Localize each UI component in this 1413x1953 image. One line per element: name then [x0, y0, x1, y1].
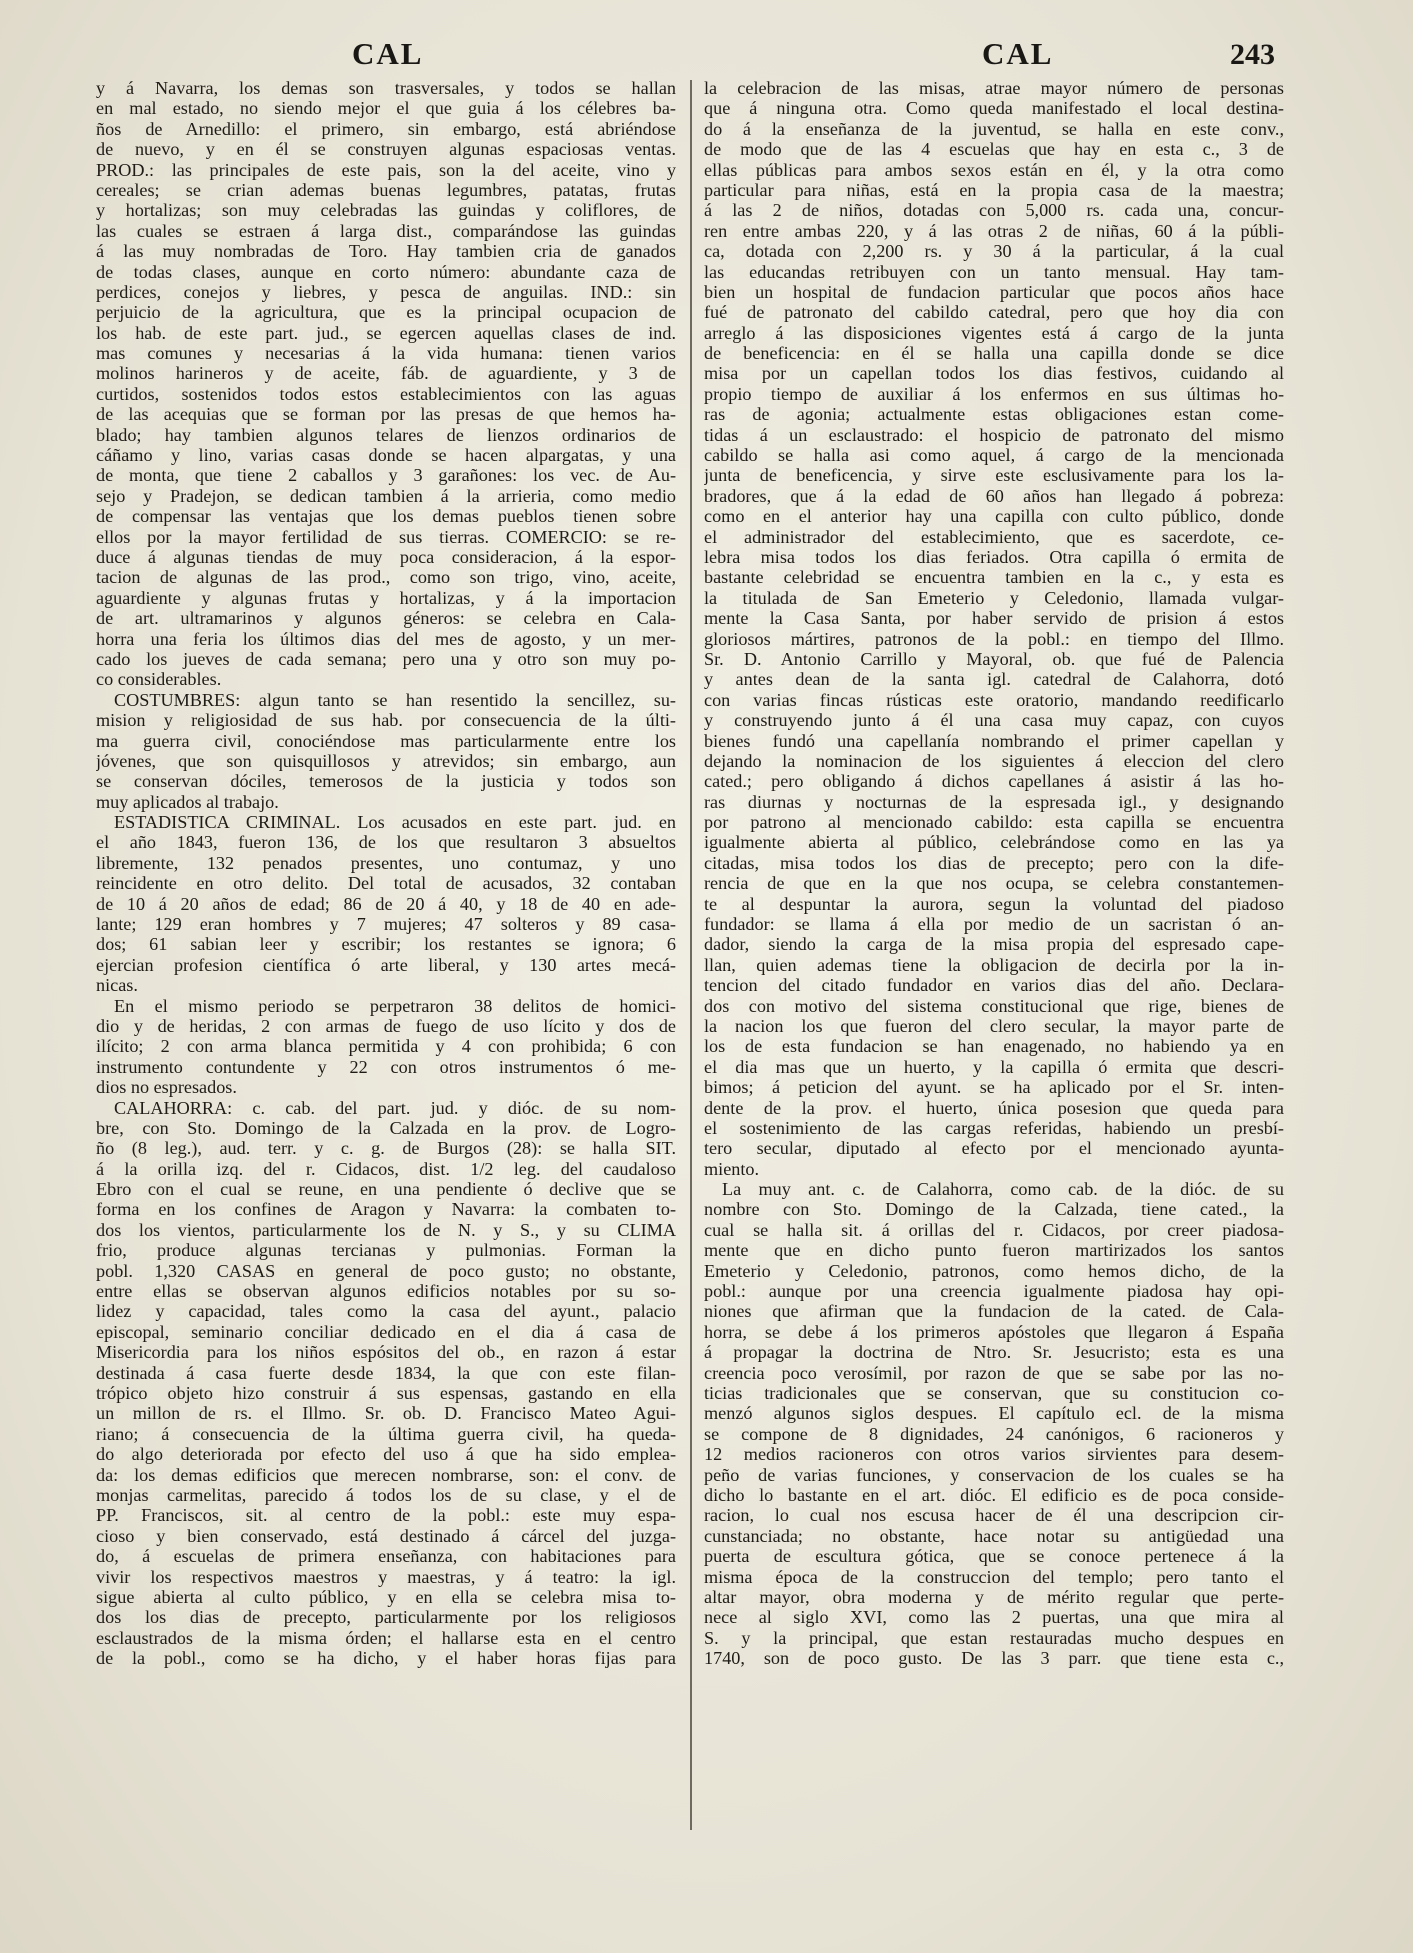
- text-line: dos con motivo del sistema constitucional que rige, bienes de: [704, 995, 1284, 1016]
- text-line: ras de agonia; actualmente estas obligaciones estan come-: [704, 404, 1284, 425]
- text-line: los de esta fundacion se han enagenado, no habiendo ya en: [704, 1036, 1284, 1057]
- text-line: el dia mas que un huerto, y la capilla ó ermita que descri-: [704, 1056, 1284, 1077]
- running-header-right: CAL: [982, 36, 1054, 71]
- text-line: dicho lo bastante en el art. dióc. El edificio es de poca conside-: [704, 1484, 1284, 1505]
- text-line: muy aplicados al trabajo.: [96, 791, 279, 812]
- text-line: COSTUMBRES: algun tanto se han resentido la sencillez, su-: [114, 689, 676, 710]
- text-line: curtidos, sostenidos todos estos establecimientos con las aguas: [96, 383, 676, 404]
- text-line: sigue abierta al culto público, y en ella se celebra misa to-: [96, 1586, 676, 1607]
- text-line: llan, quien ademas tiene la obligacion de decirla por la in-: [704, 954, 1284, 975]
- text-line: se conservan dóciles, temerosos de la justicia y todos son: [96, 771, 676, 792]
- text-line: á las 2 de niños, dotadas con 5,000 rs. cada una, concur-: [704, 200, 1284, 221]
- text-line: á propagar la doctrina de Ntro. Sr. Jesucristo; esta es una: [704, 1342, 1284, 1363]
- text-line: do á la enseñanza de la juventud, se halla en este conv.,: [704, 118, 1284, 139]
- text-line: 12 medios racioneros con otros varios sirvientes para desem-: [704, 1444, 1284, 1465]
- text-line: CALAHORRA: c. cab. del part. jud. y dióc. de su nom-: [114, 1097, 676, 1118]
- text-line: dio y de heridas, 2 con armas de fuego de uso lícito y dos de: [96, 1015, 676, 1036]
- text-line: que á ninguna otra. Como queda manifestado el local destina-: [704, 98, 1284, 119]
- text-line: jóvenes, que son quisquillosos y atrevidos; sin embargo, aun: [96, 750, 676, 771]
- text-line: citadas, misa todos los dias de precepto; pero con la dife-: [704, 852, 1284, 873]
- text-line: á las muy nombradas de Toro. Hay tambien cria de ganados: [96, 241, 676, 262]
- text-line: ras diurnas y nocturnas de la espresada igl., y designando: [704, 791, 1284, 812]
- text-line: peño de varias funciones, y conservacion de los cuales se ha: [704, 1464, 1284, 1485]
- text-line: ma guerra civil, conociéndose mas particularmente entre los: [96, 730, 676, 751]
- text-line: bastante celebridad se encuentra tambien en la c., y esta es: [704, 567, 1284, 588]
- text-line: nicas.: [96, 975, 138, 996]
- text-line: de monta, que tiene 2 caballos y 3 garañones: los vec. de Au-: [96, 465, 676, 486]
- text-line: horra una feria los últimos dias del mes de agosto, y un mer-: [96, 628, 676, 649]
- text-line: 1740, son de poco gusto. De las 3 parr. que tiene esta c.,: [704, 1648, 1284, 1669]
- text-line: ellos por la mayor fertilidad de sus tierras. COMERCIO: se re-: [96, 526, 676, 547]
- text-line: do algo deteriorada por efecto del uso á que ha sido emplea-: [96, 1444, 676, 1465]
- text-line: PP. Franciscos, sit. al centro de la pobl.: este muy espa-: [96, 1505, 676, 1526]
- text-line: pobl. 1,320 CASAS en general de poco gusto; no obstante,: [96, 1260, 676, 1281]
- text-line: propio tiempo de auxiliar á los enfermos en sus últimas ho-: [704, 383, 1284, 404]
- text-line: horra, se debe á los primeros apóstoles que llegaron á España: [704, 1321, 1284, 1342]
- text-line: miento.: [704, 1158, 760, 1179]
- text-line: tidas á un esclaustrado: el hospicio de patronato del mismo: [704, 424, 1284, 445]
- text-line: frio, produce algunas tercianas y pulmonias. Forman la: [96, 1240, 676, 1261]
- text-line: monjas carmelitas, parecido á todos los de su clase, y el de: [96, 1484, 676, 1505]
- text-line: gloriosos mártires, patronos de la pobl.: en tiempo del Illmo.: [704, 628, 1284, 649]
- text-line: dios no espresados.: [96, 1077, 237, 1098]
- text-line: fundador: se llama á ella por medio de un sacristan ó an-: [704, 914, 1284, 935]
- text-line: de nuevo, y en él se construyen algunas espaciosas ventas.: [96, 139, 676, 160]
- text-line: dos los vientos, particularmente los de N. y S., y su CLIMA: [96, 1219, 676, 1240]
- text-line: molinos harineros y de aceite, fáb. de aguardiente, y 3 de: [96, 363, 676, 384]
- text-line: se compone de 8 dignidades, 24 canónigos, 6 racioneros y: [704, 1423, 1284, 1444]
- text-line: las cuales se estraen á larga dist., comparándose las guindas: [96, 220, 676, 241]
- text-line: igualmente abierta al público, celebrándose como en las ya: [704, 832, 1284, 853]
- text-line: dador, siendo la carga de la misa propia del espresado cape-: [704, 934, 1284, 955]
- text-line: ños de Arnedillo: el primero, sin embargo, está abriéndose: [96, 118, 676, 139]
- text-line: dos; 61 sabian leer y escribir; los restantes se ignora; 6: [96, 934, 676, 955]
- text-line: bimos; á peticion del ayunt. se ha aplicado por el Sr. inten-: [704, 1077, 1284, 1098]
- text-line: y á Navarra, los demas son trasversales, y todos se hallan: [96, 78, 676, 98]
- text-line: tacion de algunas de las prod., como son trigo, vino, aceite,: [96, 567, 676, 588]
- text-line: bien un hospital de fundacion particular que pocos años hace: [704, 281, 1284, 302]
- text-line: pobl.: aunque por una creencia igualmente piadosa hay opi-: [704, 1281, 1284, 1302]
- text-line: destinada á casa fuerte desde 1834, la que con este filan-: [96, 1362, 676, 1383]
- text-line: niones que afirman que la fundacion de la cated. de Cala-: [704, 1301, 1284, 1322]
- text-line: perjuicio de la agricultura, que es la principal ocupacion de: [96, 302, 676, 323]
- text-line: creencia poco verosímil, por razon de que se sabe por las no-: [704, 1362, 1284, 1383]
- text-line: particular para niñas, está en la propia casa de la maestra;: [704, 179, 1284, 200]
- text-line: cabildo se halla asi como aquel, á cargo de la mencionada: [704, 445, 1284, 466]
- text-line: mente la Casa Santa, por haber servido de prision á estos: [704, 608, 1284, 629]
- text-line: con varias fincas rústicas este oratorio, mandando reedificarlo: [704, 689, 1284, 710]
- text-line: y construyendo junto á él una casa muy capaz, con cuyos: [704, 710, 1284, 731]
- text-line: por patrono al mencionado cabildo: esta capilla se encuentra: [704, 812, 1284, 833]
- text-line: lebra misa todos los dias feriados. Otra capilla ó ermita de: [704, 546, 1284, 567]
- text-line: sejo y Pradejon, se dedican tambien á la arrieria, como medio: [96, 485, 676, 506]
- text-line: ño (8 leg.), aud. terr. y c. g. de Burgos (28): se halla SIT.: [96, 1138, 676, 1159]
- text-line: mente que en dicho punto fueron martirizados los santos: [704, 1240, 1284, 1261]
- text-line: misma época de la construccion del templo; pero tanto el: [704, 1566, 1284, 1587]
- text-line: episcopal, seminario conciliar dedicado en el dia á casa de: [96, 1321, 676, 1342]
- text-line: instrumento contundente y 22 con otros instrumentos ó me-: [96, 1056, 676, 1077]
- text-line: el sostenimiento de las cargas referidas, habiendo un presbí-: [704, 1117, 1284, 1138]
- text-line: riano; á consecuencia de la última guerra civil, ha queda-: [96, 1423, 676, 1444]
- text-line: cereales; se crian ademas buenas legumbres, patatas, frutas: [96, 179, 676, 200]
- text-line: lidez y capacidad, tales como la casa del ayunt., palacio: [96, 1301, 676, 1322]
- text-line: de beneficencia: en él se halla una capilla donde se dice: [704, 343, 1284, 364]
- text-line: duce á algunas tiendas de muy poca consideracion, á la espor-: [96, 546, 676, 567]
- text-line: Misericordia para los niños espósitos del ob., en razon á estar: [96, 1342, 676, 1363]
- text-line: S. y la principal, que estan restauradas mucho despues en: [704, 1627, 1284, 1648]
- text-line: co considerables.: [96, 669, 222, 690]
- text-line: cado los jueves de cada semana; pero una y otro son muy po-: [96, 648, 676, 669]
- text-line: esclaustrados de la misma órden; el hallarse esta en el centro: [96, 1627, 676, 1648]
- text-line: en mal estado, no siendo mejor el que guia á los célebres ba-: [96, 98, 676, 119]
- text-line: ca, dotada con 2,200 rs. y 30 á la particular, á la cual: [704, 241, 1284, 262]
- text-line: mision y religiosidad de sus hab. por consecuencia de la últi-: [96, 710, 676, 731]
- text-line: bradores, que á la edad de 60 años han llegado á pobreza:: [704, 485, 1284, 506]
- text-line: da: los demas edificios que merecen nombrarse, son: el conv. de: [96, 1464, 676, 1485]
- text-line: el administrador del establecimiento, que es sacerdote, ce-: [704, 526, 1284, 547]
- text-line: la titulada de San Emeterio y Celedonio, llamada vulgar-: [704, 587, 1284, 608]
- text-line: ren entre ambas 220, y á las otras 2 de niñas, 60 á la públi-: [704, 220, 1284, 241]
- text-line: ticias tradicionales que se conservan, que su constitucion co-: [704, 1383, 1284, 1403]
- running-header-left: CAL: [352, 36, 424, 71]
- text-line: un millon de rs. el Illmo. Sr. ob. D. Francisco Mateo Agui-: [96, 1403, 676, 1424]
- text-line: PROD.: las principales de este pais, son la del aceite, vino y: [96, 159, 676, 180]
- text-line: libremente, 132 penados presentes, uno contumaz, y uno: [96, 852, 676, 873]
- text-line: perdices, conejos y liebres, y pesca de anguilas. IND.: sin: [96, 281, 676, 302]
- text-line: aguardiente y algunas frutas y hortalizas, y á la importacion: [96, 587, 676, 608]
- text-line: puerta de escultura gótica, que se conoce pertenece á la: [704, 1546, 1284, 1567]
- text-line: vivir los respectivos maestros y maestras, y á teatro: la igl.: [96, 1566, 676, 1587]
- text-line: tencion del citado fundador en varios dias del año. Declara-: [704, 975, 1284, 996]
- text-line: á la orilla izq. del r. Cidacos, dist. 1/2 leg. del caudaloso: [96, 1158, 676, 1179]
- text-line: cual se halla sit. á orillas del r. Cidacos, por creer piadosa-: [704, 1219, 1284, 1240]
- text-line: tero secular, diputado al efecto por el mencionado ayunta-: [704, 1138, 1284, 1159]
- text-line: rencia de que en la que nos ocupa, se celebra constantemen-: [704, 873, 1284, 894]
- text-line: dos los dias de precepto, particularmente por los religiosos: [96, 1607, 676, 1628]
- text-line: los hab. de este part. jud., se egercen aquellas clases de ind.: [96, 322, 676, 343]
- text-line: de las acequias que se forman por las presas de que hemos ha-: [96, 404, 676, 425]
- text-line: de compensar las ventajas que los demas pueblos tienen sobre: [96, 506, 676, 527]
- text-line: y hortalizas; son muy celebradas las guindas y coliflores, de: [96, 200, 676, 221]
- text-line: racion, lo cual nos escusa hacer de él una descripcion cir-: [704, 1505, 1284, 1526]
- column-divider: [690, 80, 692, 1830]
- text-line: entre ellas se observan algunos edificios notables por su so-: [96, 1281, 676, 1302]
- text-line: la nacion los que fueron del clero secular, la mayor parte de: [704, 1015, 1284, 1036]
- text-line: La muy ant. c. de Calahorra, como cab. de la dióc. de su: [722, 1179, 1284, 1200]
- text-line: trópico objeto hizo construir á sus espensas, gastando en ella: [96, 1383, 676, 1403]
- text-line: las educandas retribuyen con un tanto mensual. Hay tam-: [704, 261, 1284, 282]
- text-line: cunstanciada; no obstante, hace notar su antigüedad una: [704, 1525, 1284, 1546]
- text-line: Emeterio y Celedonio, patronos, como hemos dicho, de la: [704, 1260, 1284, 1281]
- text-line: ellas públicas para ambos sexos están en él, y la otra como: [704, 159, 1284, 180]
- text-line: cáñamo y lino, varias casas donde se hacen alpargatas, y una: [96, 445, 676, 466]
- text-line: dejando la nominacion de los siguientes á eleccion del clero: [704, 750, 1284, 771]
- text-line: ilícito; 2 con arma blanca permitida y 4 con prohibida; 6 con: [96, 1036, 676, 1057]
- text-line: do, á escuelas de primera enseñanza, con habitaciones para: [96, 1546, 676, 1567]
- text-line: la celebracion de las misas, atrae mayor número de personas: [704, 78, 1284, 98]
- right-text-column: [704, 78, 1284, 1933]
- text-line: Ebro con el cual se reune, en una pendiente ó declive que se: [96, 1179, 676, 1200]
- text-line: el año 1843, fueron 136, de los que resultaron 3 absueltos: [96, 832, 676, 853]
- text-line: En el mismo periodo se perpetraron 38 delitos de homici-: [114, 995, 676, 1016]
- text-line: como en el anterior hay una capilla con culto público, donde: [704, 506, 1284, 527]
- text-line: de art. ultramarinos y algunos géneros: se celebra en Cala-: [96, 608, 676, 629]
- text-line: blado; hay tambien algunos telares de lienzos ordinarios de: [96, 424, 676, 445]
- text-line: cated.; pero obligando á dichos capellanes á asistir á las ho-: [704, 771, 1284, 792]
- text-line: fué de patronato del cabildo catedral, pero que hoy dia con: [704, 302, 1284, 323]
- text-line: bienes fundó una capellanía nombrando el primer capellan y: [704, 730, 1284, 751]
- text-line: nece al siglo XVI, como las 2 puertas, una que mira al: [704, 1607, 1284, 1628]
- text-line: misa por un capellan todos los dias festivos, cuidando al: [704, 363, 1284, 384]
- left-text-column: [96, 78, 676, 1933]
- text-line: de todas clases, aunque en corto número: abundante caza de: [96, 261, 676, 282]
- text-line: arreglo á las disposiciones vigentes está á cargo de la junta: [704, 322, 1284, 343]
- text-line: cioso y bien conservado, está destinado á cárcel del juzga-: [96, 1525, 676, 1546]
- text-line: mas comunes y necesarias á la vida humana: tienen varios: [96, 343, 676, 364]
- text-line: ejercian profesion científica ó arte liberal, y 130 artes mecá-: [96, 954, 676, 975]
- text-line: te al despuntar la aurora, segun la voluntad del piadoso: [704, 893, 1284, 914]
- text-line: nombre con Sto. Domingo de la Calzada, tiene cated., la: [704, 1199, 1284, 1220]
- page-number: 243: [1230, 38, 1275, 71]
- text-line: forma en los confines de Aragon y Navarra: la combaten to-: [96, 1199, 676, 1220]
- text-line: altar mayor, obra moderna y de mérito regular que perte-: [704, 1586, 1284, 1607]
- text-line: de la pobl., como se ha dicho, y el haber horas fijas para: [96, 1648, 676, 1669]
- text-line: junta de beneficencia, y sirve este esclusivamente para los la-: [704, 465, 1284, 486]
- text-line: y antes dean de la santa igl. catedral de Calahorra, dotó: [704, 669, 1284, 690]
- text-line: bre, con Sto. Domingo de la Calzada en la prov. de Logro-: [96, 1117, 676, 1138]
- text-line: de 10 á 20 años de edad; 86 de 20 á 40, y 18 de 40 en ade-: [96, 893, 676, 914]
- text-line: ESTADISTICA CRIMINAL. Los acusados en este part. jud. en: [114, 812, 676, 833]
- text-line: lante; 129 eran hombres y 7 mujeres; 47 solteros y 89 casa-: [96, 914, 676, 935]
- text-line: de modo que de las 4 escuelas que hay en esta c., 3 de: [704, 139, 1284, 160]
- text-line: dente de la prov. el huerto, única posesion que queda para: [704, 1097, 1284, 1118]
- text-line: Sr. D. Antonio Carrillo y Mayoral, ob. que fué de Palencia: [704, 648, 1284, 669]
- text-line: reincidente en otro delito. Del total de acusados, 32 contaban: [96, 873, 676, 894]
- text-line: menzó algunos siglos despues. El capítulo ecl. de la misma: [704, 1403, 1284, 1424]
